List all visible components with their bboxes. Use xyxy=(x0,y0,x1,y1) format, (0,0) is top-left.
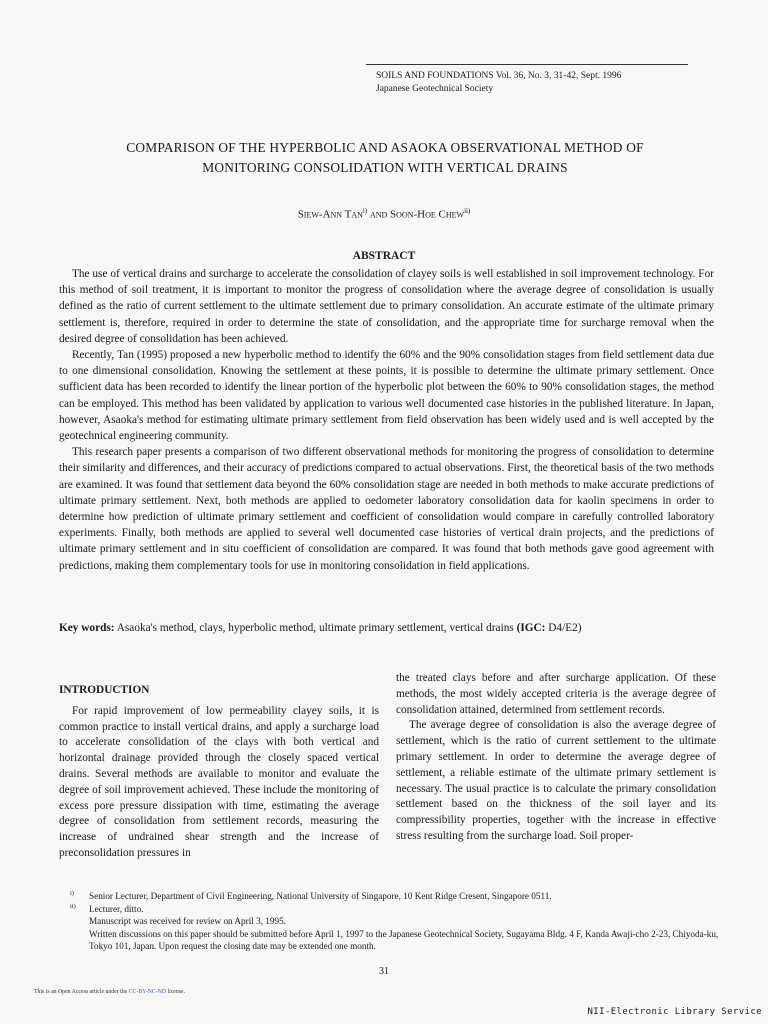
license-link[interactable]: CC-BY-NC-ND xyxy=(128,989,167,995)
igc-value: D4/E2) xyxy=(545,622,582,634)
abstract-paragraph-3: This research paper presents a comparison of two different observational methods for monitoring the progress of consolidation to determine their similarity and differences, and their accuracy of predictions compared to actual observations. First, the theoretical basis of the two methods are examined. It was found that settlement data beyond the 60% consolidation stage are needed in both methods to make accurate predictions of ultimate primary settlement. Next, both methods are applied to oedometer laboratory consolidation data for kaolin specimens in order to determine how prediction of ultimate primary settlement and coefficient of consolidation would compare in carefully controlled laboratory experiments. Finally, both methods are applied to several well documented case histories of vertical drain projects, and the predictions of ultimate primary settlement and in situ coefficient of consolidation are compared. It was found that both methods gave good agreement with predictions, making them complementary tools for use in monitoring consolidation in field applications. xyxy=(59,446,714,572)
journal-header xyxy=(376,70,621,96)
intro-paragraph-1: For rapid improvement of low permeability clayey soils, it is common practice to install vertical drains, and apply a surcharge load to accelerate consolidation of the clays with both vertical and horizontal drainage provided through the closely spaced vertical drains. Several methods are available to monitor and evaluate the degree of soil improvement achieved. These include the monitoring of excess pore pressure dissipation with time, estimating the average degree of consolidation from settlement records, measuring the increase of undrained shear strength and the increase of preconsolidation pressures in xyxy=(59,704,379,859)
page-number: 31 xyxy=(379,966,389,977)
title-line-2: MONITORING CONSOLIDATION WITH VERTICAL DRAINS xyxy=(202,160,568,175)
title-line-1: COMPARISON OF THE HYPERBOLIC AND ASAOKA OBSERVATIONAL METHOD OF xyxy=(126,140,644,155)
footnote-1 xyxy=(70,890,720,903)
footnote-1-text: Senior Lecturer, Department of Civil Engineering, National University of Singapore, 10 Kent Ridge Cresent, Singapore 0511. xyxy=(89,891,552,901)
author-2-mark: ii) xyxy=(464,207,471,215)
journal-citation: SOILS AND FOUNDATIONS Vol. 36, No. 3, 31-42, Sept. 1996 xyxy=(376,71,622,81)
keywords-text: Asaoka's method, clays, hyperbolic method, ultimate primary settlement, vertical drains xyxy=(114,622,517,634)
footnotes xyxy=(70,890,720,953)
footnote-2-text: Lecturer, ditto. xyxy=(89,903,144,914)
author-2: Soon-Hoe Chew xyxy=(390,208,465,221)
nii-footer: NII-Electronic Library Service xyxy=(587,1007,762,1017)
author-1-mark: i) xyxy=(362,207,368,215)
open-access-suffix: license. xyxy=(166,989,186,995)
footnote-2-mark: ii) xyxy=(70,902,76,910)
left-column xyxy=(59,671,379,862)
igc-label: (IGC: xyxy=(516,622,546,634)
intro-paragraph-2: The average degree of consolidation is also the average degree of settlement, which is the ratio of current settlement to the ultimate primary settlement. In order to determine the average degree of settlement, a reliable estimate of the ultimate primary settlement is necessary. The usual practice is to calculate the primary consolidation settlement based on the thickness of the soil layer and its compressibility properties, together with the increase in effective stress resulting from the surcharge load. Soil proper- xyxy=(396,719,716,842)
abstract-paragraph-1: The use of vertical drains and surcharge to accelerate the consolidation of clayey soils is well established in soil improvement technology. For this method of soil treatment, it is important to monitor the progress of consolidation where the average degree of consolidation is usually defined as the ratio of current settlement to the ultimate settlement due to primary consolidation. An accurate estimate of the ultimate primary settlement is, therefore, required in order to determine the state of consolidation, and the appropriate time for surcharge removal when the desired degree of consolidation has been achieved. xyxy=(59,268,714,345)
intro-paragraph-1-cont: the treated clays before and after surcharge application. Of these methods, the most widely accepted criteria is the average degree of consolidation attained, determined from settlement records. xyxy=(396,672,716,716)
footnote-2 xyxy=(70,903,720,916)
authors-and: and xyxy=(367,208,391,221)
journal-society: Japanese Geotechnical Society xyxy=(376,84,494,94)
keywords xyxy=(59,620,719,636)
abstract-heading: ABSTRACT xyxy=(352,250,416,262)
abstract-paragraph-2: Recently, Tan (1995) proposed a new hyperbolic method to identify the 60% and the 90% consolidation stages from field settlement data due to one dimensional consolidation. Knowing the settlement at these points, it is possible to determine the ultimate primary settlement. Once sufficient data has been recorded to identify the linear portion of the hyperbolic plot between the 60% to 90% consolidation stages, the method can be employed. This method has been validated by application to various well documented case histories in the published literature. In Japan, however, Asaoka's method for estimating ultimate primary settlement from field observation has been widely used and is well accepted by the geotechnical engineering community. xyxy=(59,349,714,443)
header-rule xyxy=(366,64,688,65)
keywords-label: Key words: xyxy=(59,622,115,634)
discussion-note: Written discussions on this paper should be submitted before April 1, 1997 to the Japanese Geotechnical Society, Sugayama Bldg. 4 F, Kanda Awaji-cho 2-23, Chiyoda-ku, Tokyo 101, Japan. Upon request the closing date may be extended one month. xyxy=(89,928,719,951)
right-column xyxy=(396,671,716,845)
author-1: Siew-Ann Tan xyxy=(297,208,363,221)
open-access-note xyxy=(34,989,185,995)
manuscript-note: Manuscript was received for review on April 3, 1995. xyxy=(89,916,286,926)
authors xyxy=(0,207,768,221)
abstract-body xyxy=(59,266,714,574)
footnote-1-mark: i) xyxy=(70,890,74,897)
paper-title xyxy=(40,138,730,178)
open-access-text: This is an Open Access article under the xyxy=(34,989,129,995)
introduction-heading: INTRODUCTION xyxy=(59,684,150,696)
